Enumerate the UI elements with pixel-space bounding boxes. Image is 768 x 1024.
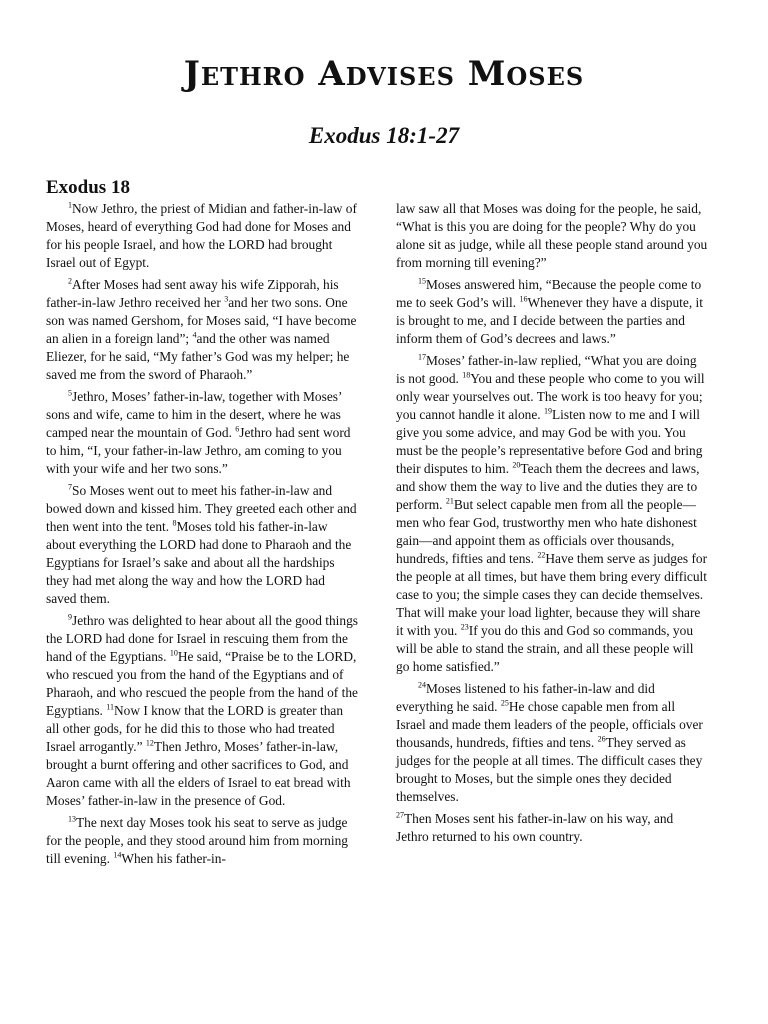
verse-text: You and these people who come to you will only wear yourselves out. The work is too heavy for you; you cannot handle it alone. <box>396 371 705 422</box>
paragraph <box>396 352 708 676</box>
verse-number: 7 <box>68 482 72 492</box>
verse-number: 9 <box>68 612 72 622</box>
verse-number: 14 <box>113 850 122 860</box>
verse-number: 21 <box>445 496 454 506</box>
verse-text: Jethro had sent word to him, “I, your father-in-law Jethro, am coming to you with your wife and her two sons.” <box>46 425 351 476</box>
verse-text: Moses listened to his father-in-law and did everything he said. <box>396 681 655 714</box>
verse-text: Now I know that the LORD is greater than all other gods, for he did this to those who had treated Israel arrogantly.” <box>46 703 344 754</box>
verse-number: 8 <box>172 518 177 528</box>
verse-number: 13 <box>68 814 76 824</box>
chapter-heading: Exodus 18 <box>46 177 130 198</box>
verse-text: But select capable men from all the people—men who fear God, trustworthy men who hate dishonest gain—and appoint them as officials over thousands, hundreds, fifties and tens. <box>396 497 697 566</box>
verse-text: They served as judges for the people at all times. The difficult cases they brought to Moses, but the simple ones they decided themselves. <box>396 735 703 804</box>
verse-text: Jethro, Moses’ father-in-law, together with Moses’ sons and wife, came to him in the desert, where he was camped near the mountain of God. <box>46 389 342 440</box>
verse-number: 5 <box>68 388 72 398</box>
right-column-body <box>396 200 708 846</box>
left-column <box>46 176 358 872</box>
verse-number: 2 <box>68 276 72 286</box>
verse-text: Then Jethro, Moses’ father-in-law, brought a burnt offering and other sacrifices to God, and Aaron came with all the elders of Israel to eat bread with Moses’ father-in-law in the presence of God. <box>46 739 351 808</box>
verse-text: He said, “Praise be to the LORD, who rescued you from the hand of the Egyptians and of Pharaoh, and who rescued the people from the hand of the Egyptians. <box>46 649 358 718</box>
verse-text: So Moses went out to meet his father-in-law and bowed down and kissed him. They greeted each other and then went into the tent. <box>46 483 357 534</box>
verse-text: When his father-in- <box>121 851 226 866</box>
verse-text: Now Jethro, the priest of Midian and father-in-law of Moses, heard of everything God had done for Moses and for his people Israel, and how the LORD had brought Israel out of Egypt. <box>46 201 357 270</box>
verse-number: 17 <box>418 352 426 362</box>
paragraph <box>46 814 358 868</box>
verse-number: 3 <box>224 294 229 304</box>
verse-text: If you do this and God so commands, you will be able to stand the strain, and all these people will go home satisfied.” <box>396 623 694 674</box>
paragraph <box>46 482 358 608</box>
verse-number: 19 <box>544 406 552 416</box>
verse-text: The next day Moses took his seat to serve as judge for the people, and they stood around him from morning till evening. <box>46 815 348 866</box>
verse-text: Moses told his father-in-law about everything the LORD had done to Pharaoh and the Egyptians for Israel’s sake and about all the hardships they had met along the way and how the LORD had saved them. <box>46 519 352 606</box>
verse-text: After Moses had sent away his wife Zipporah, his father-in-law Jethro received her <box>46 277 339 310</box>
verse-number: 26 <box>597 734 606 744</box>
paragraph <box>46 276 358 384</box>
verse-text: Have them serve as judges for the people at all times, but have them bring every difficult case to you; the simple cases they can decide themselves. That will make your load lighter, because they will share it with you. <box>396 551 708 638</box>
paragraph <box>46 200 358 272</box>
verse-text: Listen now to me and I will give you some advice, and may God be with you. You must be the people’s representative before God and bring their disputes to him. <box>396 407 703 476</box>
page-title: Jethro Advises Moses <box>183 54 585 94</box>
verse-text: Moses’ father-in-law replied, “What you are doing is not good. <box>396 353 697 386</box>
verse-number: 22 <box>537 550 546 560</box>
paragraph <box>396 680 708 806</box>
verse-text: Then Moses sent his father-in-law on his way, and Jethro returned to his own country. <box>396 811 674 844</box>
verse-text: and the other was named Eliezer, for he said, “My father’s God was my helper; he saved me from the sword of Pharaoh.” <box>46 331 350 382</box>
verse-number: 24 <box>418 680 426 690</box>
paragraph <box>396 810 708 846</box>
verse-number: 15 <box>418 276 426 286</box>
paragraph <box>396 276 708 348</box>
paragraph <box>46 388 358 478</box>
verse-number: 4 <box>192 330 197 340</box>
verse-text: and her two sons. One son was named Gershom, for Moses said, “I have become an alien in a foreign land”; <box>46 295 357 346</box>
verse-text: Moses answered him, “Because the people come to me to seek God’s will. <box>396 277 702 310</box>
verse-text: He chose capable men from all Israel and made them leaders of the people, officials over thousands, hundreds, fifties and tens. <box>396 699 703 750</box>
verse-number: 12 <box>145 738 154 748</box>
verse-number: 25 <box>500 698 509 708</box>
verse-number: 6 <box>235 424 240 434</box>
verse-number: 20 <box>512 460 521 470</box>
paragraph <box>396 200 708 272</box>
verse-text: Whenever they have a dispute, it is brought to me, and I decide between the parties and inform them of God’s decrees and laws.” <box>396 295 703 346</box>
verse-number: 10 <box>169 648 178 658</box>
verse-number: 16 <box>519 294 528 304</box>
verse-text: Jethro was delighted to hear about all the good things the LORD had done for Israel in rescuing them from the hand of the Egyptians. <box>46 613 358 664</box>
right-column <box>396 200 708 850</box>
verse-number: 1 <box>68 200 72 210</box>
verse-number: 23 <box>460 622 469 632</box>
verse-text: Teach them the decrees and laws, and show them the way to live and the duties they are to perform. <box>396 461 700 512</box>
verse-number: 27 <box>396 810 404 820</box>
left-column-body <box>46 200 358 868</box>
verse-number: 18 <box>462 370 471 380</box>
paragraph <box>46 612 358 810</box>
verse-text: law saw all that Moses was doing for the people, he said, “What is this you are doing for the people? Why do you alone sit as judge, while all these people stand around you from morning till evening?” <box>396 201 708 270</box>
verse-number: 11 <box>106 702 114 712</box>
scripture-reference: Exodus 18:1-27 <box>308 123 460 148</box>
